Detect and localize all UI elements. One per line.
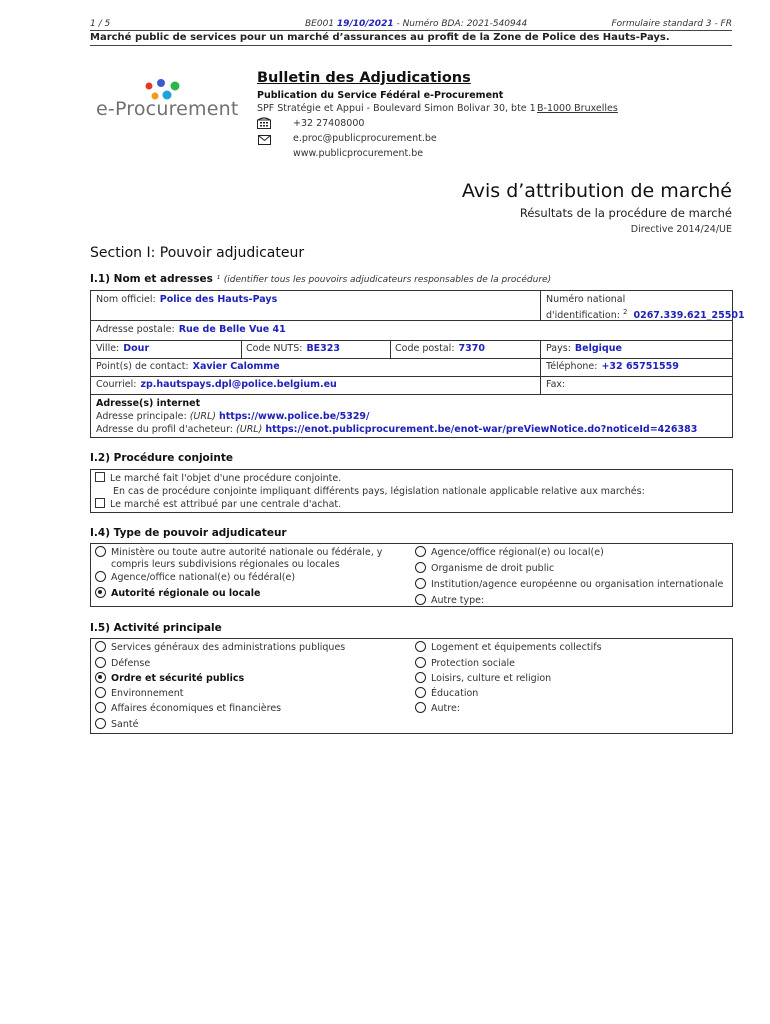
- url-tag: (URL): [189, 411, 216, 422]
- authority-type-radio[interactable]: [95, 546, 106, 557]
- city-label: Ville:: [96, 343, 120, 354]
- postcode-cell: [390, 341, 490, 356]
- phone-value: +32 65751559: [601, 361, 679, 372]
- phone-label: Téléphone:: [546, 361, 598, 372]
- subsection-heading-i1: [90, 273, 551, 285]
- postcode-label: Code postal:: [395, 343, 455, 354]
- authority-type-radio-selected[interactable]: [95, 587, 106, 598]
- authority-type-other-label: Autre type:: [431, 595, 485, 606]
- url-tag: (URL): [236, 424, 263, 435]
- activity-option: [415, 702, 460, 714]
- activity-radio[interactable]: [95, 687, 106, 698]
- country-value: Belgique: [574, 343, 622, 354]
- subsection-heading-i4: I.4) Type de pouvoir adjudicateur: [90, 527, 287, 539]
- joint-law-text: En cas de procédure conjointe impliquant différents pays, législation nationale applicable relative aux marchés:: [113, 486, 645, 497]
- authority-type-option-ministry: [95, 546, 382, 571]
- authority-type-ministry-label-2: compris leurs subdivisions régionales ou locales: [111, 559, 340, 570]
- logo-wordmark: e-Procurement: [96, 98, 239, 120]
- activity-label: Éducation: [431, 688, 479, 699]
- authority-type-ministry-label-1: Ministère ou toute autre autorité nationale ou fédérale, y: [111, 547, 383, 558]
- bulletin-email[interactable]: e.proc@publicprocurement.be: [293, 133, 437, 144]
- authority-type-option-eu-institution: [415, 578, 723, 590]
- activity-label: Santé: [111, 719, 139, 730]
- country-label: Pays:: [546, 343, 571, 354]
- fax-label: Fax:: [546, 379, 566, 390]
- phone-cell: [541, 359, 684, 374]
- authority-type-option-other: [415, 594, 484, 606]
- activity-option: [95, 687, 184, 699]
- activity-option: [95, 641, 345, 653]
- authority-type-radio[interactable]: [415, 594, 426, 605]
- authority-type-radio[interactable]: [415, 546, 426, 557]
- header-rule: [90, 45, 732, 46]
- postcode-value: 7370: [458, 343, 485, 354]
- postal-address-label: Adresse postale:: [96, 324, 175, 335]
- activity-label: Environnement: [111, 688, 184, 699]
- bulletin-title: Bulletin des Adjudications: [257, 70, 471, 86]
- section-title: Section I: Pouvoir adjudicateur: [90, 245, 305, 261]
- bulletin-phone: +32 27408000: [293, 118, 365, 129]
- activity-label: Autre:: [431, 703, 460, 714]
- authority-type-regional-agency-label: Agence/office régional(e) ou local(e): [431, 547, 604, 558]
- authority-type-option-public-body: [415, 562, 554, 574]
- city-value: Dour: [123, 343, 150, 354]
- activity-option: [95, 657, 150, 669]
- bulletin-address: SPF Stratégie et Appui - Boulevard Simon Bolivar 30, bte 1: [257, 103, 536, 114]
- buyer-profile-label: Adresse du profil d'acheteur:: [96, 424, 234, 435]
- buyer-profile-link[interactable]: https://enot.publicprocurement.be/enot-war/preViewNotice.do?noticeId=426383: [265, 424, 698, 435]
- authority-type-option-regional-authority: [95, 587, 260, 599]
- authority-type-option-national-agency: [95, 571, 295, 583]
- national-id-label-2: d'identification:: [546, 310, 620, 322]
- authority-type-eu-institution-label: Institution/agence européenne ou organisation internationale: [431, 579, 724, 590]
- authority-type-national-agency-label: Agence/office national(e) ou fédéral(e): [111, 572, 296, 583]
- authority-type-radio[interactable]: [95, 571, 106, 582]
- internet-addresses: [91, 395, 702, 438]
- contact-value: Xavier Calomme: [192, 361, 280, 372]
- city-cell: [91, 341, 154, 356]
- activity-radio[interactable]: [415, 687, 426, 698]
- internet-heading: Adresse(s) internet: [96, 398, 201, 409]
- official-name-value: Police des Hauts-Pays: [159, 294, 278, 305]
- activity-radio[interactable]: [95, 657, 106, 668]
- main-url-link[interactable]: https://www.police.be/5329/: [219, 411, 370, 422]
- reference-prefix: BE001: [305, 19, 335, 29]
- notice-directive: Directive 2014/24/UE: [630, 224, 732, 235]
- i1-note-sup: ¹: [216, 275, 221, 285]
- activity-option: [415, 657, 515, 669]
- official-name-row: [91, 292, 282, 307]
- activity-label: Défense: [111, 658, 151, 669]
- nuts-value: BE323: [306, 343, 340, 354]
- mail-icon: [258, 135, 271, 145]
- main-url-label: Adresse principale:: [96, 411, 187, 422]
- country-cell: [541, 341, 627, 356]
- publication-date: 19/10/2021: [336, 19, 394, 29]
- authority-type-radio[interactable]: [415, 578, 426, 589]
- activity-option: [415, 687, 478, 699]
- central-purchasing-option: [95, 498, 341, 510]
- authority-type-option-regional-agency: [415, 546, 604, 558]
- email-value[interactable]: zp.hautspays.dpl@police.belgium.eu: [140, 379, 337, 390]
- nuts-label: Code NUTS:: [246, 343, 303, 354]
- i1-note: (identifier tous les pouvoirs adjudicateurs responsables de la procédure): [223, 275, 552, 285]
- notice-reference: [305, 19, 527, 29]
- activity-label: Logement et équipements collectifs: [431, 642, 602, 653]
- activity-radio[interactable]: [415, 702, 426, 713]
- i1-heading-text: I.1) Nom et adresses: [90, 273, 213, 285]
- authority-type-regional-authority-label: Autorité régionale ou locale: [111, 588, 261, 599]
- activity-radio[interactable]: [95, 641, 106, 652]
- subsection-heading-i5: I.5) Activité principale: [90, 622, 222, 634]
- header-rule: [90, 30, 732, 31]
- subsection-heading-i2: I.2) Procédure conjointe: [90, 452, 233, 464]
- bulletin-city: B-1000 Bruxelles: [537, 103, 618, 114]
- postal-address-row: [91, 322, 291, 337]
- bulletin-publisher: Publication du Service Fédéral e-Procurement: [257, 90, 504, 101]
- activity-label: Ordre et sécurité publics: [111, 673, 245, 684]
- national-id-sup: 2: [623, 308, 628, 316]
- central-purchasing-label: Le marché est attribué par une centrale d'achat.: [110, 499, 342, 510]
- national-id-label-1: Numéro national: [546, 294, 626, 305]
- authority-type-public-body-label: Organisme de droit public: [431, 563, 555, 574]
- email-cell: [91, 377, 342, 392]
- joint-procedure-option: [95, 472, 341, 484]
- national-id-row: [541, 292, 750, 324]
- activity-option-selected: [95, 672, 244, 684]
- joint-procedure-checkbox[interactable]: [95, 472, 105, 482]
- contact-label: Point(s) de contact:: [96, 361, 189, 372]
- activity-option: [415, 641, 602, 653]
- email-label: Courriel:: [96, 379, 137, 390]
- page-number: 1 / 5: [90, 19, 111, 29]
- national-id-value: 0267.339.621_25501: [633, 310, 745, 322]
- nuts-cell: [241, 341, 345, 356]
- contact-cell: [91, 359, 285, 374]
- phone-icon: [257, 117, 271, 129]
- activity-option: [95, 702, 281, 714]
- activity-label: Services généraux des administrations publiques: [111, 642, 346, 653]
- official-name-label: Nom officiel:: [96, 294, 156, 305]
- bulletin-website[interactable]: www.publicprocurement.be: [293, 148, 424, 159]
- joint-procedure-label: Le marché fait l'objet d'une procédure conjointe.: [110, 473, 342, 484]
- activity-label: Protection sociale: [431, 658, 516, 669]
- fax-cell: [541, 377, 570, 392]
- activity-label: Loisirs, culture et religion: [431, 673, 552, 684]
- notice-title: Avis d’attribution de marché: [461, 180, 732, 202]
- form-type: Formulaire standard 3 - FR: [611, 19, 732, 29]
- activity-option: [415, 672, 551, 684]
- postal-address-value: Rue de Belle Vue 41: [178, 324, 286, 335]
- bda-number: - Numéro BDA: 2021-540944: [396, 19, 528, 29]
- activity-radio[interactable]: [95, 702, 106, 713]
- authority-type-radio[interactable]: [415, 562, 426, 573]
- activity-option: [95, 718, 138, 730]
- activity-radio-selected[interactable]: [95, 672, 106, 683]
- activity-radio[interactable]: [415, 672, 426, 683]
- notice-subtitle: Résultats de la procédure de marché: [519, 206, 732, 220]
- document-title: Marché public de services pour un marché d’assurances au profit de la Zone de Police des Hauts-Pays.: [90, 32, 670, 43]
- central-purchasing-checkbox[interactable]: [95, 498, 105, 508]
- activity-label: Affaires économiques et financières: [111, 703, 282, 714]
- activity-radio[interactable]: [415, 641, 426, 652]
- activity-radio[interactable]: [95, 718, 106, 729]
- activity-radio[interactable]: [415, 657, 426, 668]
